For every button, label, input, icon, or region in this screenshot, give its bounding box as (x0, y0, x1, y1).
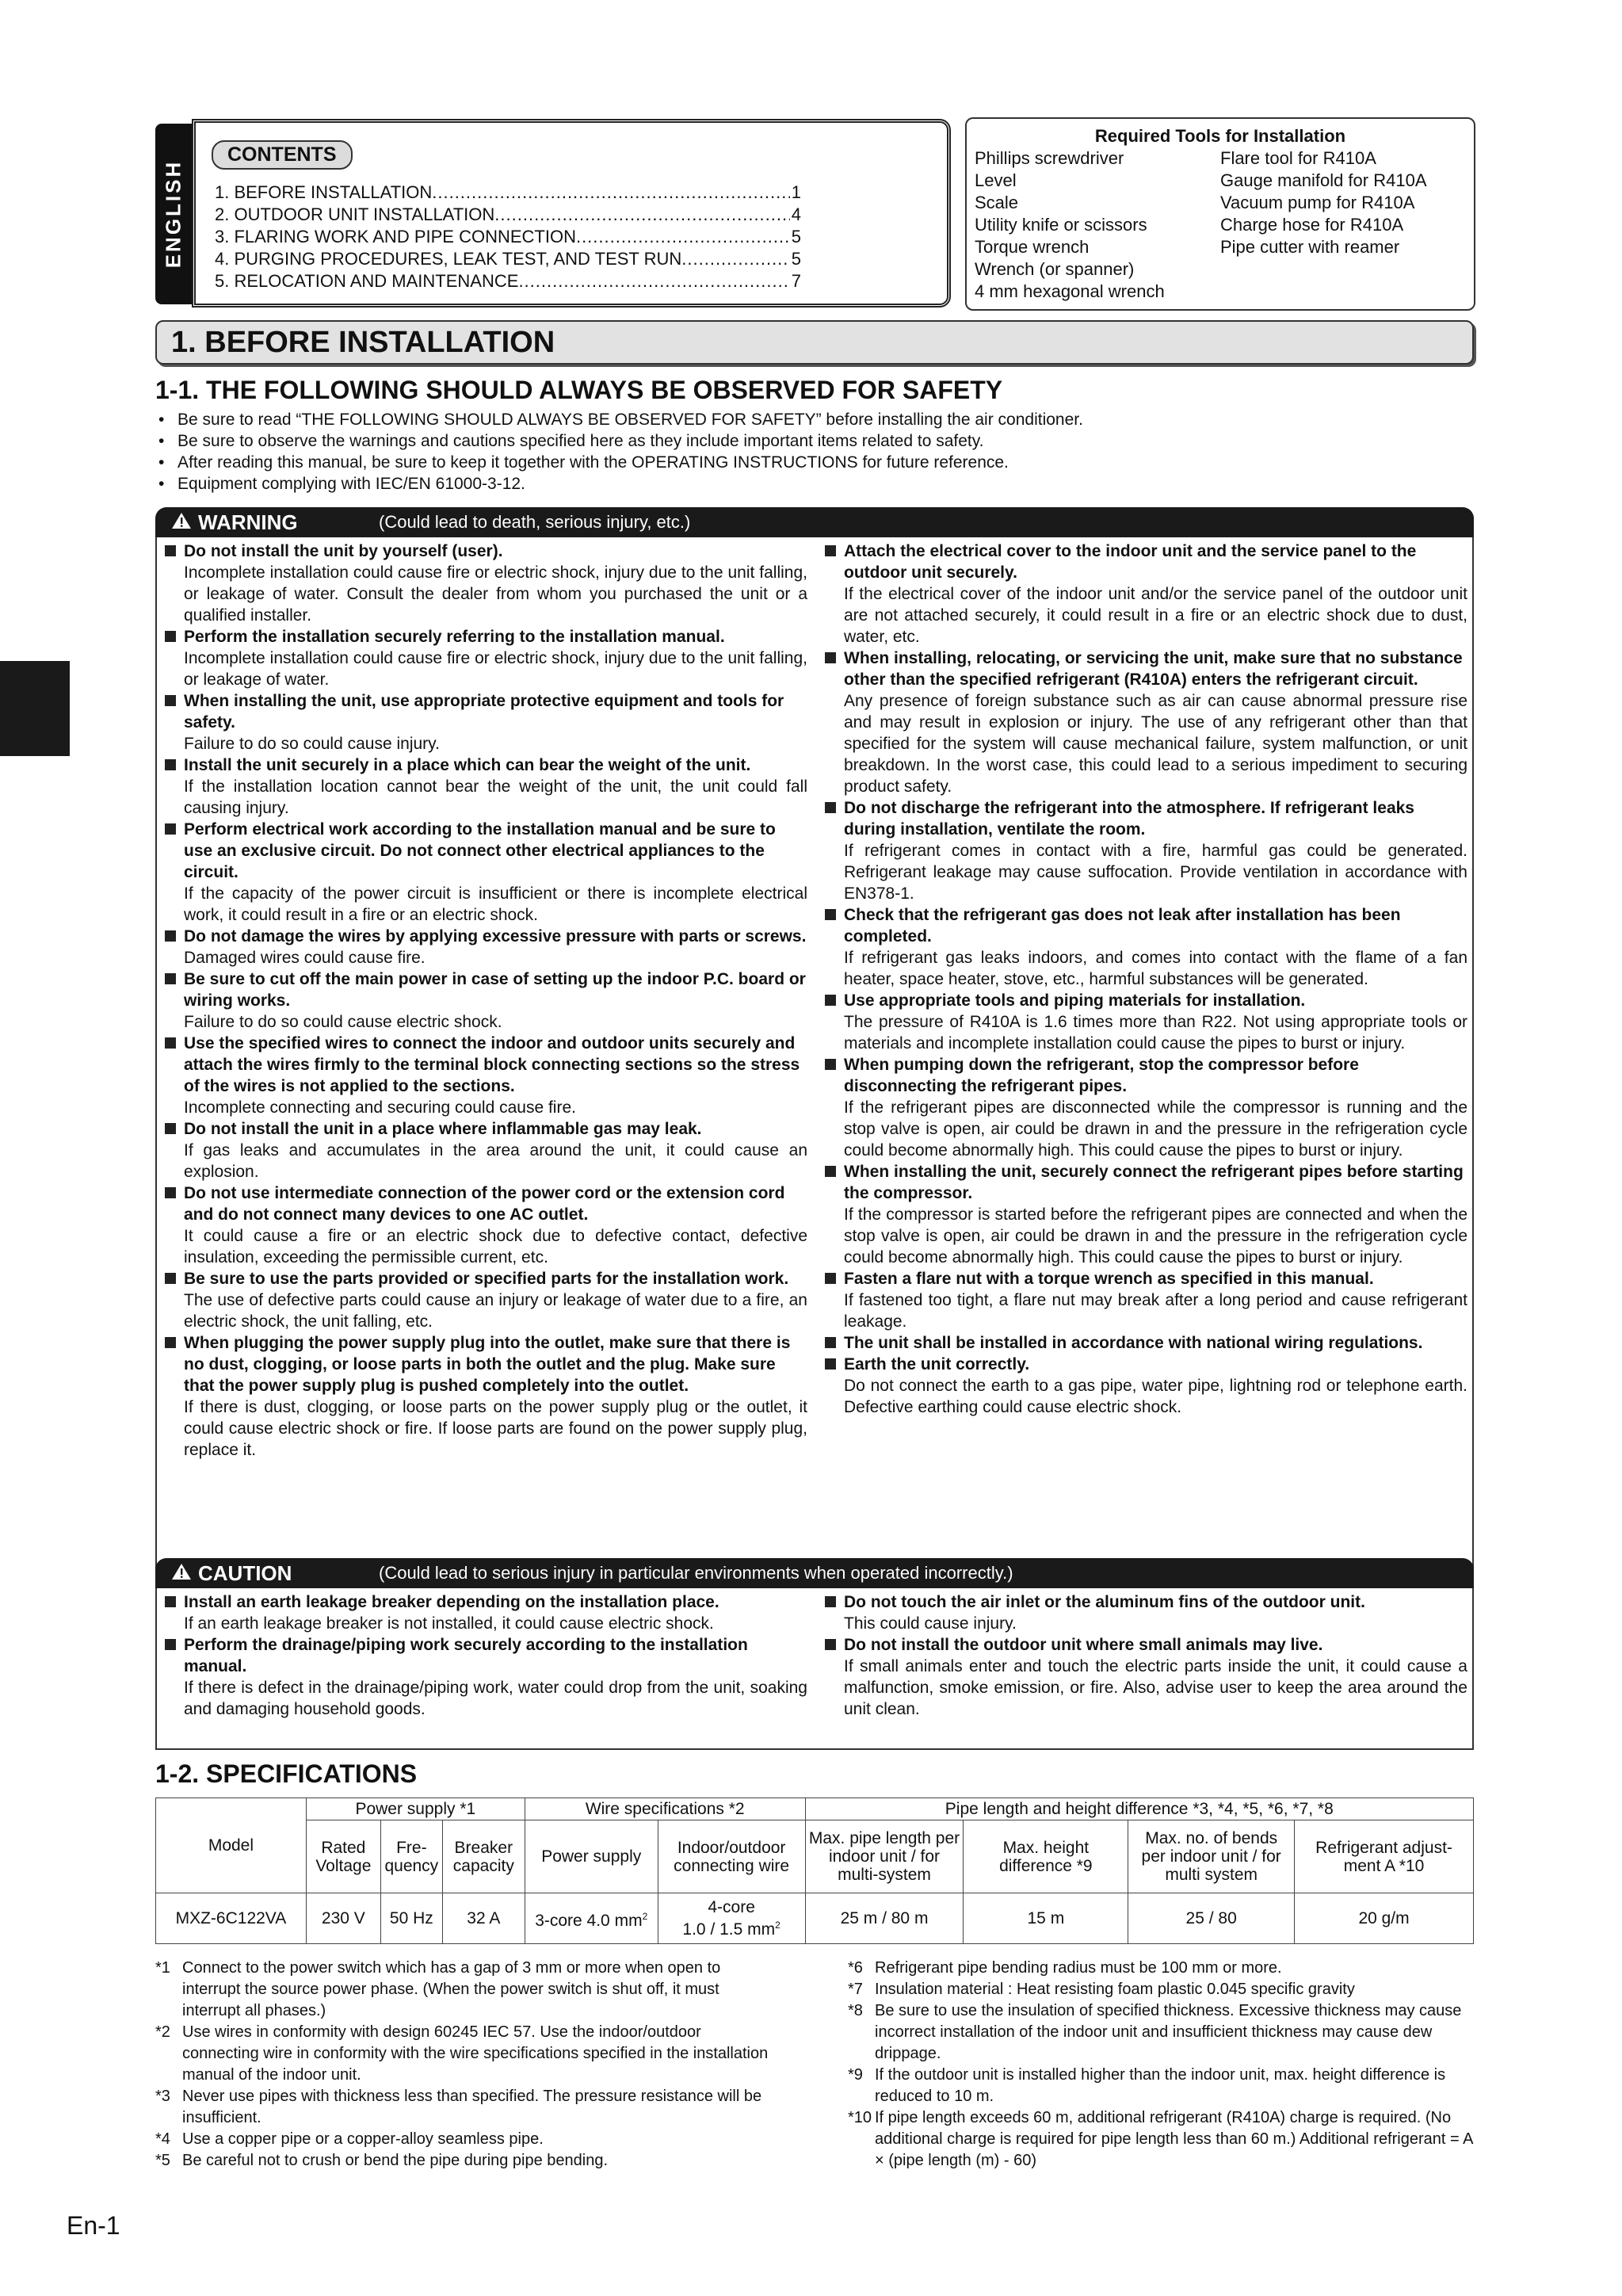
toc-item-page: 7 (791, 271, 801, 291)
tools-right-column (1220, 147, 1466, 303)
warning-item: Use appropriate tools and piping materials for installation. The pressure of R410A is 1.6 times more than R22. Not using appropriate tools or materials and incomplete installation could cause the pipes to burst or injury. (822, 990, 1467, 1054)
warning-right-column (822, 541, 1467, 1461)
specifications-table (155, 1797, 1474, 1944)
tool-item: Gauge manifold for R410A (1220, 170, 1427, 190)
caution-left-column (162, 1591, 807, 1720)
page-number: En-1 (67, 2211, 120, 2240)
required-tools-box (965, 117, 1475, 311)
footnotes (155, 1958, 1474, 2172)
caution-item: Install an earth leakage breaker depending on the installation place. If an earth leakage breaker is not installed, it could cause electric shock. (162, 1591, 807, 1634)
safety-bullet: • After reading this manual, be sure to keep it together with the OPERATING INSTRUCTIONS for future reference. (155, 452, 1471, 473)
toc-item[interactable] (215, 181, 801, 204)
warning-item: When installing, relocating, or servicing the unit, make sure that no substance other than the specified refrigerant (R410A) enters the refrigerant circuit. Any presence of foreign substance such as air can cause abnormal pressure rise and may result in explosion or injury. The use of any refrigerant other than that specified for the system will cause mechanical failure, system malfunction, or unit breakdown. In the worst case, this could lead to a serious impediment to securing product safety. (822, 648, 1467, 797)
footnote: *1 Connect to the power switch which has a gap of 3 mm or more when open to interrupt the source power phase. (When the power switch is shut off, it must interrupt all phases.) (155, 1959, 721, 2019)
language-tab-label: ENGLISH (161, 159, 185, 269)
toc-item-page: 5 (791, 249, 801, 269)
col-header-max-pipe: Max. pipe length per indoor unit / for multi-system (805, 1820, 964, 1893)
col-header-breaker: Breaker capacity (442, 1820, 525, 1893)
toc-item[interactable] (215, 270, 801, 292)
tool-item: Flare tool for R410A (1220, 148, 1376, 168)
tool-item: Scale (975, 193, 1019, 212)
warning-item: Do not damage the wires by applying excessive pressure with parts or screws. Damaged wires could cause fire. (162, 926, 807, 968)
caution-item: Do not install the outdoor unit where small animals may live. If small animals enter and touch the electric parts inside the unit, it could cause a malfunction, smoke emission, or fire. Also, advise user to keep the area around the unit clean. (822, 1634, 1467, 1720)
col-header-model: Model (156, 1798, 307, 1893)
cell-refrigerant: 20 g/m (1295, 1893, 1474, 1944)
cell-max-pipe: 25 m / 80 m (805, 1893, 964, 1944)
col-header-max-height: Max. height difference *9 (964, 1820, 1128, 1893)
cell-frequency: 50 Hz (380, 1893, 442, 1944)
toc-item[interactable] (215, 204, 801, 226)
footnote: *9 If the outdoor unit is installed higher than the indoor unit, max. height difference is reduced to 10 m. (848, 2066, 1446, 2105)
tool-item: Torque wrench (975, 237, 1090, 257)
warning-item: Be sure to cut off the main power in case of setting up the indoor P.C. board or wiring works. Failure to do so could cause electric shock. (162, 968, 807, 1033)
warning-item: Perform electrical work according to the installation manual and be sure to use an exclusive circuit. Do not connect other electrical appliances to the circuit. If the capacity of the power circuit is insufficient or there is incomplete electrical work, it could result in a fire or an electric shock. (162, 819, 807, 926)
col-header-power-supply: Power supply (525, 1820, 658, 1893)
footnote: *3 Never use pipes with thickness less than specified. The pressure resistance will be insufficient. (155, 2088, 762, 2126)
warning-triangle-icon (171, 510, 192, 535)
safety-bullet: • Equipment complying with IEC/EN 61000-3-12. (155, 473, 1471, 495)
tool-item: 4 mm hexagonal wrench (975, 281, 1165, 301)
tool-item: Phillips screwdriver (975, 148, 1124, 168)
warning-item: The unit shall be installed in accordance with national wiring regulations. (822, 1332, 1467, 1354)
safety-bullet: • Be sure to observe the warnings and cautions specified here as they include important items related to safety. (155, 430, 1471, 452)
warning-item: Check that the refrigerant gas does not leak after installation has been completed. If refrigerant gas leaks indoors, and comes into contact with the flame of a fan heater, space heater, stove, etc., harmful substances will be generated. (822, 904, 1467, 990)
toc-item-label: 2. OUTDOOR UNIT INSTALLATION (215, 204, 495, 224)
contents-list (215, 181, 801, 292)
toc-item-page: 1 (791, 182, 801, 202)
group-header-wire: Wire specifications *2 (525, 1798, 805, 1820)
warning-bar (155, 507, 1474, 537)
cell-breaker: 32 A (442, 1893, 525, 1944)
warning-label: WARNING (198, 510, 298, 534)
warning-description: (Could lead to death, serious injury, etc.) (379, 512, 691, 532)
warning-item: When installing the unit, use appropriate protective equipment and tools for safety. Failure to do so could cause injury. (162, 690, 807, 755)
table-row (156, 1893, 1474, 1944)
warning-item: When installing the unit, securely connect the refrigerant pipes before starting the compressor. If the compressor is started before the refrigerant pipes are connected and when the stop valve is open, air could be drawn in and the pressure in the refrigeration cycle could become abnormally high. This could cause the pipes to burst or injury. (822, 1161, 1467, 1268)
warning-item: Do not use intermediate connection of the power cord or the extension cord and do not connect many devices to one AC outlet. It could cause a fire or an electric shock due to defective contact, defective insulation, exceeding the permissible current, etc. (162, 1182, 807, 1268)
cell-max-bends: 25 / 80 (1128, 1893, 1295, 1944)
table-header-row (156, 1820, 1474, 1893)
toc-item[interactable] (215, 226, 801, 248)
warning-section (155, 507, 1474, 1585)
warning-item: Fasten a flare nut with a torque wrench as specified in this manual. If fastened too tight, a flare nut may break after a long period and cause refrigerant leakage. (822, 1268, 1467, 1332)
toc-item-label: 4. PURGING PROCEDURES, LEAK TEST, AND TEST RUN (215, 249, 682, 269)
cell-max-height: 15 m (964, 1893, 1128, 1944)
warning-panel (155, 537, 1474, 1585)
col-header-frequency: Fre- quency (380, 1820, 442, 1893)
warning-item: Be sure to use the parts provided or specified parts for the installation work. The use of defective parts could cause an injury or leakage of water due to a fire, an electric shock, the unit falling, etc. (162, 1268, 807, 1332)
tool-item: Utility knife or scissors (975, 215, 1147, 235)
toc-item-page: 4 (791, 204, 801, 224)
required-tools-title: Required Tools for Installation (1094, 126, 1346, 146)
warning-item: Install the unit securely in a place which can bear the weight of the unit. If the installation location cannot bear the weight of the unit, the unit could fall causing injury. (162, 755, 807, 819)
safety-bullet: • Be sure to read “THE FOLLOWING SHOULD ALWAYS BE OBSERVED FOR SAFETY” before installing the air conditioner. (155, 409, 1471, 430)
toc-item-page: 5 (791, 227, 801, 246)
footnotes-left (155, 1958, 781, 2172)
caution-item: Do not touch the air inlet or the aluminum fins of the outdoor unit. This could cause injury. (822, 1591, 1467, 1634)
col-header-max-bends: Max. no. of bends per indoor unit / for multi system (1128, 1820, 1295, 1893)
col-header-indoor-outdoor: Indoor/outdoor connecting wire (658, 1820, 805, 1893)
group-header-pipe: Pipe length and height difference *3, *4, *5, *6, *7, *8 (805, 1798, 1473, 1820)
caution-bar (155, 1558, 1474, 1588)
footnote: *4 Use a copper pipe or a copper-alloy seamless pipe. (155, 2130, 544, 2148)
tool-item: Level (975, 170, 1017, 190)
warning-item: Attach the electrical cover to the indoor unit and the service panel to the outdoor unit securely. If the electrical cover of the indoor unit and/or the service panel of the outdoor unit are not attached securely, it could result in a fire or an electric shock due to dust, water, etc. (822, 541, 1467, 648)
caution-panel (155, 1588, 1474, 1750)
footnote: *10 If pipe length exceeds 60 m, additional refrigerant (R410A) charge is required. (No additional charge is required for pipe length less than 60 m.) Additional refrigerant = A × (pipe length (m) - 60) (848, 2109, 1473, 2169)
caution-right-column (822, 1591, 1467, 1720)
edge-thumb-tab (0, 661, 70, 756)
tool-item: Wrench (or spanner) (975, 259, 1135, 279)
warning-item: Perform the installation securely referring to the installation manual. Incomplete installation could cause fire or electric shock, injury due to the unit falling, or leakage of water. (162, 626, 807, 690)
footnote: *8 Be sure to use the insulation of specified thickness. Excessive thickness may cause incorrect installation of the indoor unit and insufficient thickness may cause dew drippage. (848, 2002, 1462, 2062)
group-header-power: Power supply *1 (306, 1798, 525, 1820)
cell-model: MXZ-6C122VA (156, 1893, 307, 1944)
warning-left-column (162, 541, 807, 1461)
toc-item[interactable] (215, 248, 801, 270)
footnote: *7 Insulation material : Heat resisting foam plastic 0.045 specific gravity (848, 1981, 1355, 1998)
footnote: *2 Use wires in conformity with design 60245 IEC 57. Use the indoor/outdoor connecting wire in conformity with the wire specifications specified in the installation manual of the indoor unit. (155, 2023, 769, 2084)
footnote: *5 Be careful not to crush or bend the pipe during pipe bending. (155, 2152, 609, 2169)
warning-item: When pumping down the refrigerant, stop the compressor before disconnecting the refrigerant pipes. If the refrigerant pipes are disconnected while the compressor is running and the stop valve is open, air could be drawn in and the pressure in the refrigeration cycle could become abnormally high. This could cause the pipes to burst or injury. (822, 1054, 1467, 1161)
footnotes-right (848, 1958, 1474, 2172)
tool-item: Pipe cutter with reamer (1220, 237, 1400, 257)
toc-item-label: 5. RELOCATION AND MAINTENANCE (215, 271, 519, 291)
language-tab (155, 124, 192, 304)
warning-item: Do not install the unit by yourself (user). Incomplete installation could cause fire or electric shock, injury due to the unit falling, or leakage of water. Consult the dealer from whom you purchased the unit or a qualified installer. (162, 541, 807, 626)
contents-title: CONTENTS (212, 140, 353, 170)
toc-item-label: 1. BEFORE INSTALLATION (215, 182, 433, 202)
warning-item: Earth the unit correctly. Do not connect the earth to a gas pipe, water pipe, lightning rod or telephone earth. Defective earthing could cause electric shock. (822, 1354, 1467, 1418)
section-title: 1. BEFORE INSTALLATION (155, 320, 1474, 365)
warning-item: Do not install the unit in a place where inflammable gas may leak. If gas leaks and accumulates in the area around the unit, it could cause an explosion. (162, 1118, 807, 1182)
tool-item: Charge hose for R410A (1220, 215, 1404, 235)
safety-heading: 1-1. THE FOLLOWING SHOULD ALWAYS BE OBSERVED FOR SAFETY (155, 376, 1003, 404)
table-group-header-row (156, 1798, 1474, 1820)
col-header-refrigerant: Refrigerant adjust- ment A *10 (1295, 1820, 1474, 1893)
caution-item: Perform the drainage/piping work securely according to the installation manual. If there is defect in the drainage/piping work, water could drop from the unit, soaking and damaging household goods. (162, 1634, 807, 1720)
warning-triangle-icon (171, 1561, 192, 1586)
tool-item: Vacuum pump for R410A (1220, 193, 1415, 212)
warning-item: When plugging the power supply plug into the outlet, make sure that there is no dust, clogging, or loose parts in both the outlet and the plug. Make sure that the power supply plug is pushed completely into the outlet. If there is dust, clogging, or loose parts on the power supply plug or the outlet, it could cause electric shock or fire. If loose parts are found on the power supply plug, replace it. (162, 1332, 807, 1461)
footnote: *6 Refrigerant pipe bending radius must be 100 mm or more. (848, 1959, 1282, 1977)
tools-left-column (975, 147, 1220, 303)
caution-section (155, 1558, 1474, 1750)
safety-bullets (155, 409, 1471, 495)
contents-box (192, 119, 951, 308)
cell-indoor-outdoor: 4-core 1.0 / 1.5 $mm^2$ (658, 1893, 805, 1944)
warning-item: Do not discharge the refrigerant into the atmosphere. If refrigerant leaks during installation, ventilate the room. If refrigerant comes in contact with a fire, harmful gas could be generated. Refrigerant leakage may cause suffocation. Provide ventilation in accordance with EN378-1. (822, 797, 1467, 904)
col-header-rated-voltage: Rated Voltage (306, 1820, 380, 1893)
specifications-heading: 1-2. SPECIFICATIONS (155, 1759, 418, 1788)
warning-item: Use the specified wires to connect the indoor and outdoor units securely and attach the wires firmly to the terminal block connecting sections so the stress of the wires is not applied to the sections. Incomplete connecting and securing could cause fire. (162, 1033, 807, 1118)
cell-power-supply: 3-core 4.0 $mm^2$ (525, 1893, 658, 1944)
cell-rated-voltage: 230 V (306, 1893, 380, 1944)
caution-label: CAUTION (198, 1561, 292, 1585)
toc-item-label: 3. FLARING WORK AND PIPE CONNECTION (215, 227, 576, 246)
caution-description: (Could lead to serious injury in particular environments when operated incorrectly.) (379, 1563, 1013, 1583)
